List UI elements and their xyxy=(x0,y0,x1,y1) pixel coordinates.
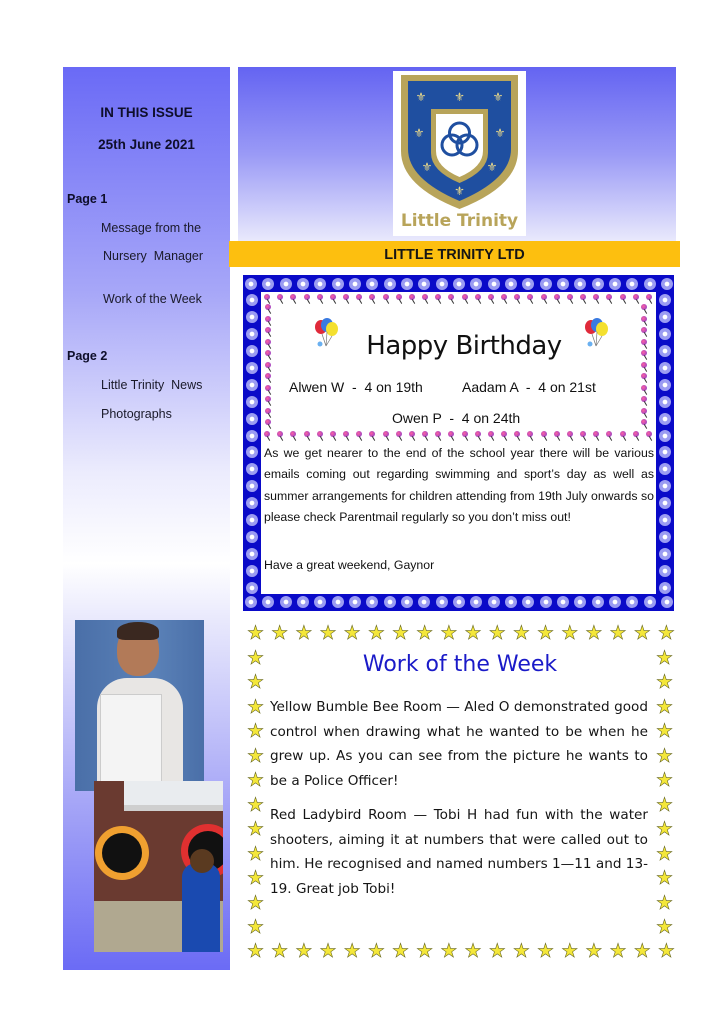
flower-icon xyxy=(246,430,258,442)
lollipop-icon xyxy=(422,431,430,441)
lollipop-icon xyxy=(501,294,509,304)
page-1-label: Page 1 xyxy=(67,192,108,206)
star-icon: ★ xyxy=(246,696,265,718)
star-icon: ★ xyxy=(512,941,530,962)
star-icon: ★ xyxy=(655,672,674,694)
lollipop-icon xyxy=(462,431,470,441)
star-border-top xyxy=(246,624,676,643)
flower-icon xyxy=(659,379,671,391)
lollipop-icon xyxy=(448,294,456,304)
flower-icon xyxy=(436,596,448,608)
lollipop-icon xyxy=(409,294,417,304)
flower-icon xyxy=(366,278,378,290)
star-icon: ★ xyxy=(655,916,674,938)
star-icon: ★ xyxy=(440,623,458,644)
flower-icon xyxy=(349,596,361,608)
lollipop-icon xyxy=(383,431,391,441)
flower-icon xyxy=(246,328,258,340)
star-icon: ★ xyxy=(295,941,313,962)
lollipop-icon xyxy=(475,431,483,441)
star-icon: ★ xyxy=(488,623,506,644)
star-icon: ★ xyxy=(655,843,674,865)
flower-icon xyxy=(246,514,258,526)
star-icon: ★ xyxy=(655,794,674,816)
pin-border-left xyxy=(265,304,273,429)
lollipop-icon xyxy=(422,294,430,304)
flower-icon xyxy=(246,396,258,408)
flower-icon xyxy=(297,596,309,608)
company-banner: LITTLE TRINITY LTD xyxy=(229,241,680,267)
lollipop-icon xyxy=(646,294,654,304)
lollipop-icon xyxy=(501,431,509,441)
star-icon: ★ xyxy=(392,623,410,644)
lollipop-icon xyxy=(475,294,483,304)
lollipop-icon xyxy=(343,431,351,441)
star-icon: ★ xyxy=(464,623,482,644)
flower-icon xyxy=(659,497,671,509)
svg-text:⚜: ⚜ xyxy=(421,160,433,174)
flower-icon xyxy=(505,596,517,608)
lollipop-icon xyxy=(265,408,273,418)
lollipop-icon xyxy=(317,294,325,304)
flower-icon xyxy=(401,278,413,290)
contents-item: Photographs xyxy=(101,407,172,421)
star-icon: ★ xyxy=(633,623,651,644)
svg-text:⚜: ⚜ xyxy=(454,90,465,104)
svg-text:⚜: ⚜ xyxy=(486,160,498,174)
birthday-title: Happy Birthday xyxy=(366,331,562,361)
star-icon: ★ xyxy=(246,819,265,841)
lollipop-icon xyxy=(606,431,614,441)
star-icon: ★ xyxy=(392,941,410,962)
lollipop-icon xyxy=(264,431,272,441)
lollipop-icon xyxy=(383,294,391,304)
lollipop-icon xyxy=(593,294,601,304)
school-logo xyxy=(393,71,526,236)
star-icon: ★ xyxy=(271,623,289,644)
lollipop-icon xyxy=(265,316,273,326)
flower-icon xyxy=(401,596,413,608)
star-icon: ★ xyxy=(655,745,674,767)
lollipop-icon xyxy=(641,304,649,314)
lollipop-icon xyxy=(633,431,641,441)
flower-icon xyxy=(659,531,671,543)
star-icon: ★ xyxy=(655,648,674,669)
star-icon: ★ xyxy=(416,623,434,644)
work-of-week-title: Work of the Week xyxy=(362,652,558,677)
lollipop-icon xyxy=(646,431,654,441)
flower-icon xyxy=(522,278,534,290)
photo-hair xyxy=(117,622,159,640)
svg-text:⚜: ⚜ xyxy=(494,126,506,140)
photo-boy-head xyxy=(190,849,214,873)
star-icon: ★ xyxy=(609,941,627,962)
contents-item: Message from the xyxy=(101,221,202,235)
flower-icon xyxy=(470,596,482,608)
photo-window xyxy=(124,781,223,811)
lollipop-icon xyxy=(514,431,522,441)
flower-icon xyxy=(505,278,517,290)
lollipop-icon xyxy=(290,294,298,304)
flower-icon xyxy=(314,596,326,608)
star-icon: ★ xyxy=(657,941,675,962)
lollipop-icon xyxy=(265,362,273,372)
svg-text:⚜: ⚜ xyxy=(413,126,425,140)
star-icon: ★ xyxy=(655,892,674,914)
star-icon: ★ xyxy=(585,623,603,644)
flower-icon xyxy=(262,596,274,608)
pin-border-top xyxy=(264,294,654,304)
star-icon: ★ xyxy=(246,745,265,767)
star-icon: ★ xyxy=(537,623,555,644)
lollipop-icon xyxy=(641,396,649,406)
star-icon: ★ xyxy=(271,941,289,962)
lollipop-icon xyxy=(641,385,649,395)
lollipop-icon xyxy=(369,431,377,441)
flower-icon xyxy=(245,596,257,608)
birthday-entry: Alwen W - 4 on 19th xyxy=(289,379,423,395)
lollipop-icon xyxy=(593,431,601,441)
svg-text:⚜: ⚜ xyxy=(492,90,504,104)
lollipop-icon xyxy=(369,294,377,304)
photo-target xyxy=(102,833,142,873)
photo-paper xyxy=(100,694,162,791)
lollipop-icon xyxy=(567,431,575,441)
flower-icon xyxy=(659,396,671,408)
flower-icon xyxy=(453,596,465,608)
star-icon: ★ xyxy=(655,868,674,890)
star-icon: ★ xyxy=(246,672,265,694)
flower-icon xyxy=(453,278,465,290)
flower-icon xyxy=(540,278,552,290)
flower-icon xyxy=(609,278,621,290)
lollipop-icon xyxy=(527,431,535,441)
flower-icon xyxy=(659,311,671,323)
flower-icon xyxy=(644,596,656,608)
flower-icon xyxy=(574,278,586,290)
flower-icon xyxy=(540,596,552,608)
lollipop-icon xyxy=(409,431,417,441)
flower-icon xyxy=(418,278,430,290)
svg-text:⚜: ⚜ xyxy=(454,184,465,198)
lollipop-icon xyxy=(580,294,588,304)
lollipop-icon xyxy=(488,294,496,304)
flower-icon xyxy=(557,278,569,290)
lollipop-icon xyxy=(641,419,649,429)
flower-icon xyxy=(246,582,258,594)
lollipop-icon xyxy=(606,294,614,304)
lollipop-icon xyxy=(304,294,312,304)
star-icon: ★ xyxy=(655,721,674,743)
flower-icon xyxy=(366,596,378,608)
flower-icon xyxy=(659,463,671,475)
crest-icon xyxy=(393,71,526,236)
flower-icon xyxy=(246,379,258,391)
lollipop-icon xyxy=(633,294,641,304)
flower-icon xyxy=(436,278,448,290)
lollipop-icon xyxy=(620,431,628,441)
star-icon: ★ xyxy=(343,623,361,644)
photo-boy xyxy=(182,863,220,952)
issue-heading: IN THIS ISSUE xyxy=(100,105,193,120)
page-2-label: Page 2 xyxy=(67,349,108,363)
star-icon: ★ xyxy=(246,623,265,644)
flower-icon xyxy=(659,480,671,492)
issue-date: 25th June 2021 xyxy=(98,137,195,152)
flower-icon xyxy=(592,596,604,608)
star-icon: ★ xyxy=(655,696,674,718)
lollipop-icon xyxy=(435,294,443,304)
star-icon: ★ xyxy=(657,623,675,644)
lollipop-icon xyxy=(265,419,273,429)
birthday-entry: Aadam A - 4 on 21st xyxy=(462,379,596,395)
flower-icon xyxy=(246,497,258,509)
lollipop-icon xyxy=(641,373,649,383)
star-icon: ★ xyxy=(655,819,674,841)
lollipop-icon xyxy=(620,294,628,304)
star-icon: ★ xyxy=(585,941,603,962)
star-icon: ★ xyxy=(633,941,651,962)
lollipop-icon xyxy=(356,294,364,304)
star-icon: ★ xyxy=(246,648,265,669)
flower-icon xyxy=(488,596,500,608)
flower-icon xyxy=(314,278,326,290)
lollipop-icon xyxy=(396,294,404,304)
flower-icon xyxy=(246,345,258,357)
star-icon: ★ xyxy=(246,892,265,914)
lollipop-icon xyxy=(527,294,535,304)
flower-icon xyxy=(522,596,534,608)
lollipop-icon xyxy=(462,294,470,304)
flower-icon xyxy=(246,446,258,458)
flower-border-left xyxy=(246,294,258,594)
star-icon: ★ xyxy=(561,941,579,962)
flower-border-top xyxy=(245,278,673,290)
flower-icon xyxy=(659,446,671,458)
lollipop-icon xyxy=(580,431,588,441)
flower-icon xyxy=(280,596,292,608)
lollipop-icon xyxy=(435,431,443,441)
flower-icon xyxy=(659,430,671,442)
flower-icon xyxy=(659,294,671,306)
lollipop-icon xyxy=(641,316,649,326)
star-border-left xyxy=(246,649,265,937)
lollipop-icon xyxy=(641,362,649,372)
star-icon: ★ xyxy=(367,941,385,962)
flower-icon xyxy=(661,278,673,290)
lollipop-icon xyxy=(641,408,649,418)
contents-item: Work of the Week xyxy=(103,292,202,306)
lollipop-icon xyxy=(343,294,351,304)
lollipop-icon xyxy=(290,431,298,441)
flower-icon xyxy=(626,596,638,608)
star-icon: ★ xyxy=(343,941,361,962)
flower-icon xyxy=(384,596,396,608)
flower-icon xyxy=(659,548,671,560)
flower-icon xyxy=(245,278,257,290)
star-icon: ★ xyxy=(246,941,265,962)
manager-message: As we get nearer to the end of the school year there will be various emails coming out regarding swimming and sport’s day as well as summer arrangements for children attending from 19th July onwards so please check Parentmail regularly so you don’t miss out! xyxy=(264,446,654,524)
photo-child-drawing xyxy=(75,620,204,791)
flower-icon xyxy=(470,278,482,290)
star-icon: ★ xyxy=(464,941,482,962)
lollipop-icon xyxy=(356,431,364,441)
lollipop-icon xyxy=(567,294,575,304)
lollipop-icon xyxy=(277,294,285,304)
star-icon: ★ xyxy=(246,770,265,792)
flower-icon xyxy=(659,362,671,374)
flower-icon xyxy=(592,278,604,290)
flower-icon xyxy=(574,596,586,608)
lollipop-icon xyxy=(448,431,456,441)
star-border-right xyxy=(655,649,674,937)
flower-icon xyxy=(246,565,258,577)
contents-item: Nursery Manager xyxy=(103,249,204,263)
star-icon: ★ xyxy=(319,623,337,644)
lollipop-icon xyxy=(488,431,496,441)
star-icon: ★ xyxy=(655,770,674,792)
contents-item: Little Trinity News xyxy=(101,378,203,392)
flower-icon xyxy=(659,514,671,526)
svg-text:⚜: ⚜ xyxy=(415,90,427,104)
lollipop-icon xyxy=(554,294,562,304)
flower-icon xyxy=(246,413,258,425)
star-icon: ★ xyxy=(367,623,385,644)
star-icon: ★ xyxy=(246,794,265,816)
pin-border-right xyxy=(641,304,649,429)
lollipop-icon xyxy=(264,294,272,304)
flower-icon xyxy=(246,463,258,475)
star-icon: ★ xyxy=(295,623,313,644)
flower-icon xyxy=(246,548,258,560)
star-icon: ★ xyxy=(512,623,530,644)
flower-icon xyxy=(246,480,258,492)
star-icon: ★ xyxy=(609,623,627,644)
flower-border-bottom xyxy=(245,596,673,608)
flower-icon xyxy=(659,582,671,594)
svg-text:Little Trinity: Little Trinity xyxy=(400,211,519,231)
star-icon: ★ xyxy=(246,916,265,938)
birthday-entry: Owen P - 4 on 24th xyxy=(392,410,521,426)
lollipop-icon xyxy=(265,373,273,383)
pin-border-bottom xyxy=(264,431,654,441)
star-icon: ★ xyxy=(246,721,265,743)
star-icon: ★ xyxy=(488,941,506,962)
star-icon: ★ xyxy=(537,941,555,962)
lollipop-icon xyxy=(265,385,273,395)
lollipop-icon xyxy=(396,431,404,441)
photo-water-shooter xyxy=(94,781,223,952)
lollipop-icon xyxy=(265,396,273,406)
flower-icon xyxy=(332,596,344,608)
lollipop-icon xyxy=(265,304,273,314)
lollipop-icon xyxy=(330,431,338,441)
flower-icon xyxy=(626,278,638,290)
lollipop-icon xyxy=(541,294,549,304)
manager-signoff: Have a great weekend, Gaynor xyxy=(264,558,435,572)
flower-icon xyxy=(659,565,671,577)
flower-icon xyxy=(557,596,569,608)
flower-icon xyxy=(644,278,656,290)
flower-icon xyxy=(488,278,500,290)
star-border-bottom xyxy=(246,942,676,961)
flower-icon xyxy=(384,278,396,290)
flower-icon xyxy=(246,311,258,323)
flower-icon xyxy=(297,278,309,290)
flower-icon xyxy=(609,596,621,608)
star-icon: ★ xyxy=(561,623,579,644)
flower-icon xyxy=(262,278,274,290)
star-icon: ★ xyxy=(416,941,434,962)
star-icon: ★ xyxy=(319,941,337,962)
lollipop-icon xyxy=(541,431,549,441)
star-icon: ★ xyxy=(246,843,265,865)
flower-icon xyxy=(659,413,671,425)
lollipop-icon xyxy=(554,431,562,441)
lollipop-icon xyxy=(330,294,338,304)
flower-icon xyxy=(246,362,258,374)
star-icon: ★ xyxy=(440,941,458,962)
flower-icon xyxy=(280,278,292,290)
work-of-week-entry: Yellow Bumble Bee Room — Aled O demonstrated good control when drawing what he wanted to be when he grew up. As you can see from the picture he wants to be a Police Officer! xyxy=(270,699,648,789)
lollipop-icon xyxy=(317,431,325,441)
lollipop-icon xyxy=(277,431,285,441)
flower-icon xyxy=(418,596,430,608)
flower-icon xyxy=(349,278,361,290)
work-of-week-entry: Red Ladybird Room — Tobi H had fun with the water shooters, aiming it at numbers that were called out to him. He recognised and named numbers 1—11 and 13-19. Great job Tobi! xyxy=(270,807,648,897)
star-icon: ★ xyxy=(246,868,265,890)
lollipop-icon xyxy=(514,294,522,304)
lollipop-icon xyxy=(304,431,312,441)
flower-icon xyxy=(246,531,258,543)
flower-icon xyxy=(332,278,344,290)
flower-icon xyxy=(246,294,258,306)
flower-icon xyxy=(661,596,673,608)
